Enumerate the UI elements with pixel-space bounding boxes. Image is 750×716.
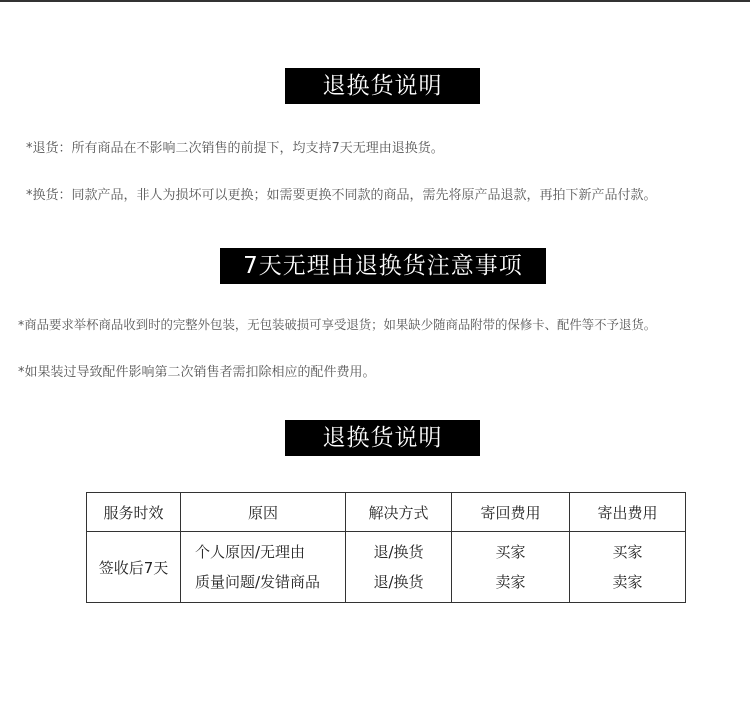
reason-personal: 个人原因/无理由: [195, 543, 306, 561]
note-packaging: *商品要求举杯商品收到时的完整外包装，无包装破损可享受退货；如果缺少随商品附带的保修卡、配件等不予退货。: [18, 317, 657, 332]
method-1: 退/换货: [373, 543, 424, 561]
cell-return-fee: [452, 532, 570, 603]
top-divider: [0, 0, 750, 2]
cell-period: 签收后7天: [87, 532, 181, 603]
cell-reasons: [181, 532, 346, 603]
send-fee-2: 卖家: [612, 573, 643, 591]
header-return-fee: 寄回费用: [452, 493, 570, 532]
send-fee-1: 买家: [612, 543, 643, 561]
section-title-return-policy-table: 退换货说明: [285, 420, 480, 456]
reason-quality: 质量问题/发错商品: [195, 573, 321, 591]
cell-send-fee: [570, 532, 686, 603]
note-accessory-fee: *如果装过导致配件影响第二次销售者需扣除相应的配件费用。: [18, 365, 376, 380]
return-fee-1: 买家: [495, 543, 526, 561]
return-fee-2: 卖家: [495, 573, 526, 591]
note-exchange: *换货：同款产品，非人为损坏可以更换；如需要更换不同款的商品，需先将原产品退款，再拍下新产品付款。: [26, 188, 657, 203]
section-title-return-policy: 退换货说明: [285, 68, 480, 104]
cell-methods: [346, 532, 452, 603]
method-2: 退/换货: [373, 573, 424, 591]
section-title-7day-notice: 7天无理由退换货注意事项: [220, 248, 546, 284]
header-period: 服务时效: [87, 493, 181, 532]
header-method: 解决方式: [346, 493, 452, 532]
note-return: *退货：所有商品在不影响二次销售的前提下，均支持7天无理由退换货。: [26, 141, 444, 156]
fee-table: [86, 492, 686, 603]
table-header-row: [87, 493, 686, 532]
header-send-fee: 寄出费用: [570, 493, 686, 532]
table-row: [87, 532, 686, 603]
header-reason: 原因: [181, 493, 346, 532]
